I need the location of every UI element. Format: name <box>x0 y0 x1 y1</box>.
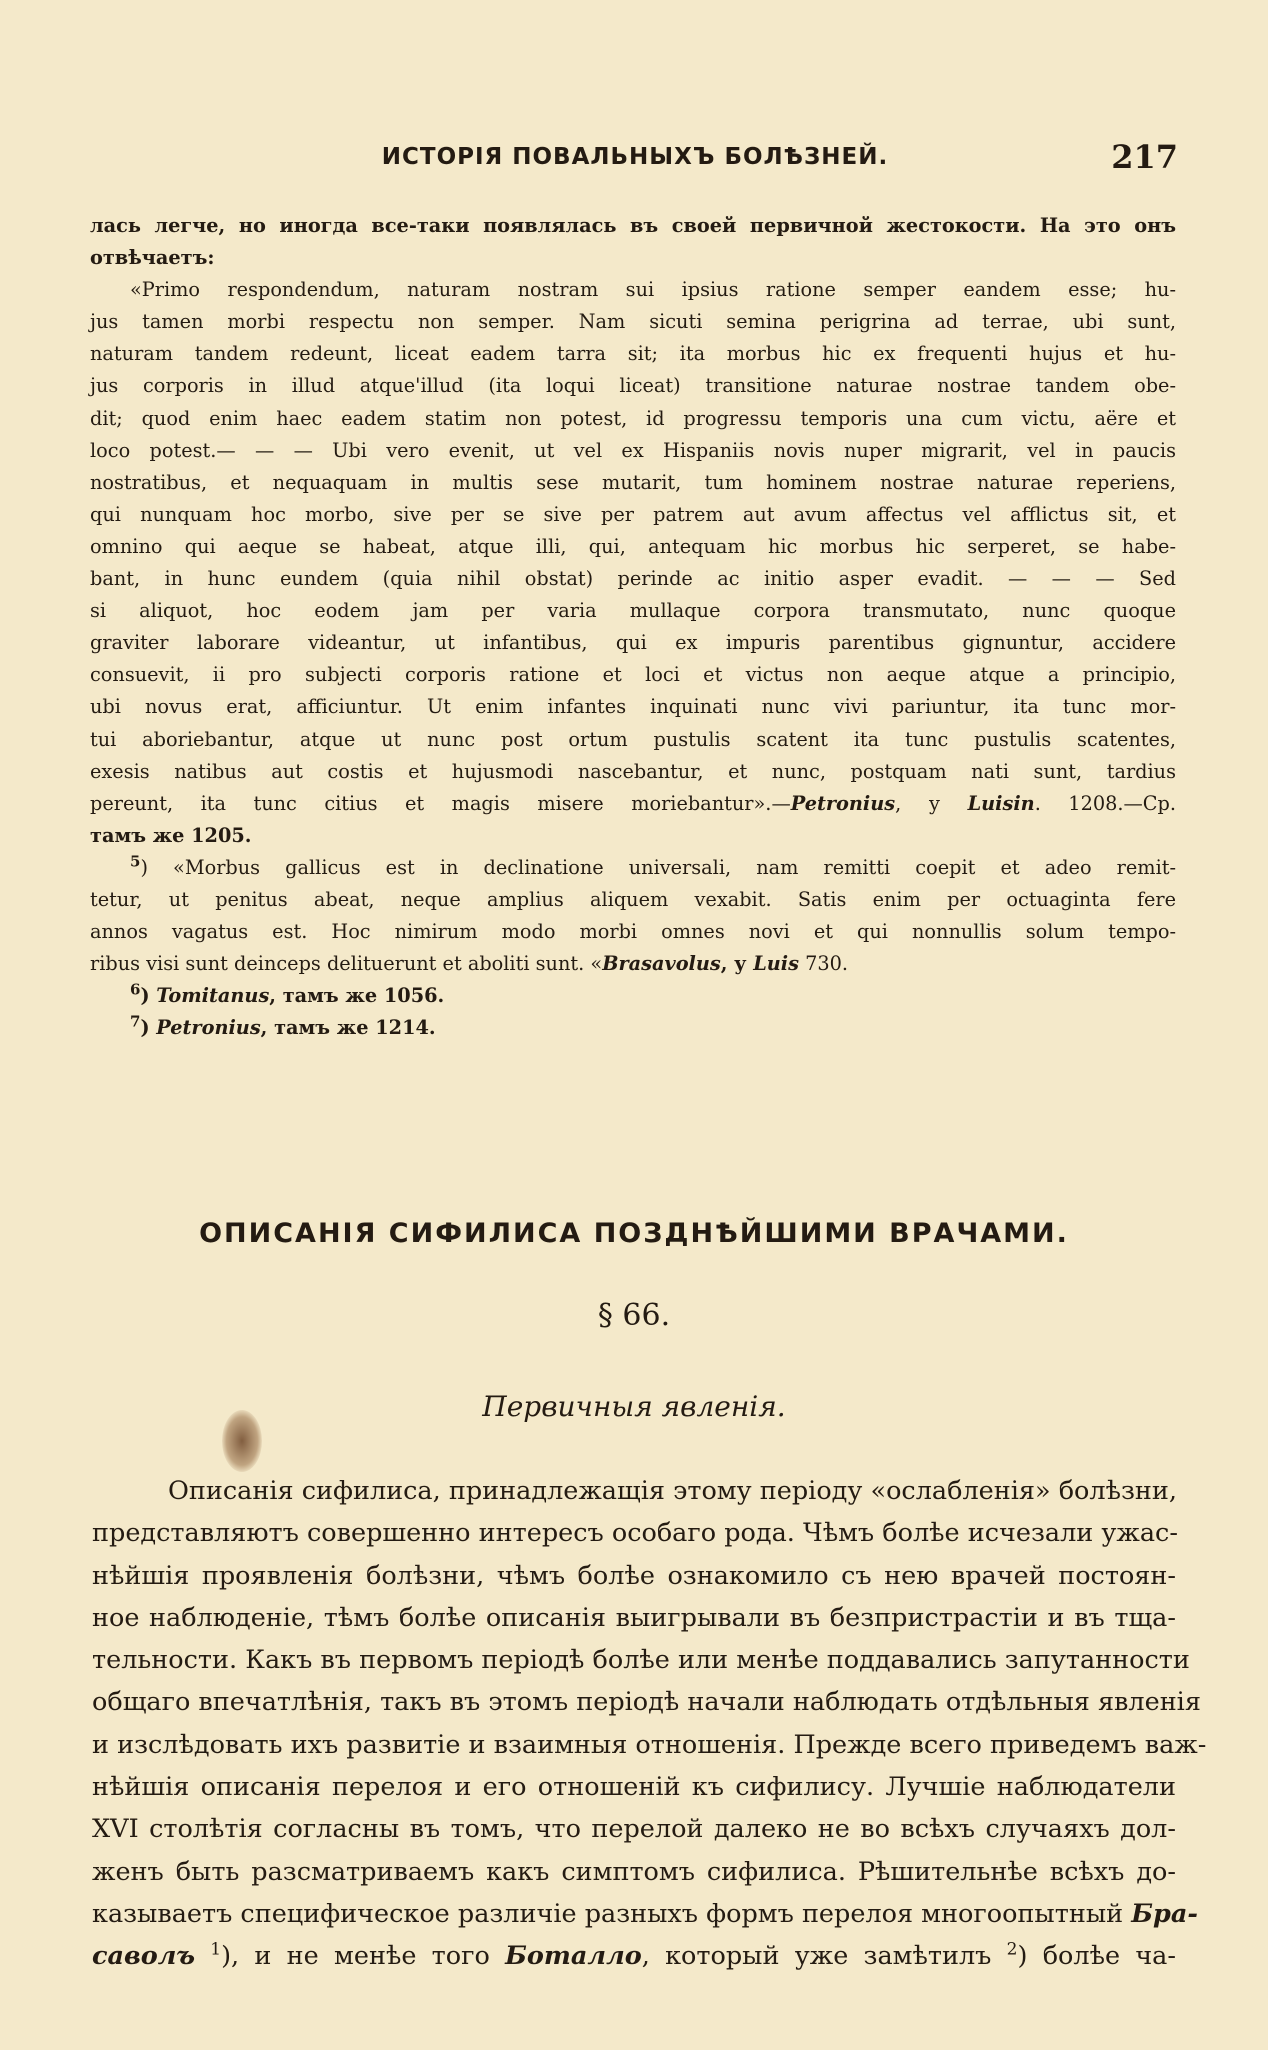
footnote-text: , у <box>720 952 754 976</box>
footnote-text: pereunt, ita tunc citius et magis misere moriebantur».— <box>90 791 791 815</box>
body-line <box>92 1935 1176 1977</box>
body-line: нѣйшія описанія перелоя и его отношеній къ сифилису. Лучшіе наблюдатели <box>92 1772 1176 1803</box>
footnote-ref: 2 <box>1006 1939 1018 1960</box>
body-line: представляютъ совершенно интересъ особаго рода. Чѣмъ болѣе исчезали ужас- <box>92 1518 1178 1549</box>
body-line: Описанія сифилиса, принадлежащія этому періоду «ослабленія» болѣзни, <box>168 1476 1177 1506</box>
footnote-line: bant, in hunc eundem (quia nihil obstat) perinde ac initio asper evadit. — — — Sed <box>90 567 1176 591</box>
footnote-text: . 1208.—Ср. <box>1034 791 1177 815</box>
footnote-line: ubi novus erat, afficiuntur. Ut enim infantes inquinati nunc vivi pariuntur, ita tunc mor- <box>90 695 1176 719</box>
cited-author: Brasavolus <box>602 952 721 976</box>
footnote-line: отвѣчаетъ: <box>90 246 215 270</box>
footnote-line-citation <box>90 788 1176 820</box>
footnote-text: 730. <box>799 952 849 976</box>
section-title: ОПИСАНІЯ СИФИЛИСА ПОЗДНѢЙШИМИ ВРАЧАМИ. <box>199 1218 1069 1249</box>
footnote-line: jus tamen morbi respectu non semper. Nam sicuti semina perigrina ad terrae, ubi sunt, <box>90 310 1176 334</box>
footnote-marker: 7 <box>130 1012 141 1031</box>
footnote-line: omnino qui aeque se habeat, atque illi, qui, antequam hic morbus hic serperet, se habe- <box>90 534 1176 558</box>
body-line: нѣйшія проявленія болѣзни, чѣмъ болѣе ознакомило съ нею врачей постоян- <box>92 1560 1176 1591</box>
footnotes-block <box>90 210 1176 1044</box>
section-number: § 66. <box>597 1298 671 1333</box>
cited-author: Petronius <box>156 1016 261 1040</box>
footnote-line: dit; quod enim haec eadem statim non potest, id progressu temporis una cum victu, aëre et <box>90 406 1176 430</box>
footnote-line: tetur, ut penitus abeat, neque amplius aliquem vexabit. Satis enim per octuaginta fere <box>90 887 1176 911</box>
footnote-marker: 5 <box>130 852 141 871</box>
footnote-line <box>90 948 1176 980</box>
footnote-line: «Primo respondendum, naturam nostram sui ipsius ratione semper eandem esse; hu- <box>130 278 1176 302</box>
footnote-text: , у <box>895 791 968 815</box>
footnote-text: ribus visi sunt deinceps delituerunt et aboliti sunt. « <box>90 952 603 976</box>
paper-stain <box>222 1410 262 1472</box>
body-text-run: ), и не менѣе того <box>221 1941 506 1972</box>
cited-source: Luisin <box>967 791 1035 815</box>
footnote-line: consuevit, ii pro subjecti corporis ratione et loci et victus non aeque atque a principio, <box>90 663 1176 687</box>
footnote-line: si aliquot, hoc eodem jam per varia mullaque corpora transmutato, nunc quoque <box>90 599 1176 623</box>
body-line <box>92 1893 1198 1935</box>
body-text-run: ) болѣе ча- <box>1017 1941 1176 1972</box>
person-name: Боталло <box>505 1941 642 1972</box>
body-line: ное наблюденіе, тѣмъ болѣе описанія выигрывали въ безпристрастіи и въ тща- <box>92 1602 1176 1633</box>
cited-author: Tomitanus <box>156 984 270 1008</box>
footnote-text: ) «Morbus gallicus est in declinatione universali, nam remitti coepit et adeo remit- <box>140 855 1176 879</box>
footnote-line: nostratibus, et nequaquam in multis sese mutarit, tum hominem nostrae naturae reperiens, <box>90 470 1176 494</box>
body-line: тельности. Какъ въ первомъ періодѣ болѣе или менѣе поддавались запутанности <box>92 1645 1190 1676</box>
body-line: женъ быть разсматриваемъ какъ симптомъ сифилиса. Рѣшительнѣе всѣхъ до- <box>92 1856 1176 1887</box>
footnote-line: tui aboriebantur, atque ut nunc post ortum pustulis scatent ita tunc pustulis scatentes, <box>90 727 1176 751</box>
footnote-line: exesis natibus aut costis et hujusmodi nascebantur, et nunc, postquam nati sunt, tardius <box>90 759 1176 783</box>
footnote-marker: 6 <box>130 980 141 999</box>
footnote-line: jus corporis in illud atque'illud (ita loqui liceat) transitione naturae nostrae tandem obe- <box>90 374 1176 398</box>
footnote-line: тамъ же 1205. <box>90 823 252 847</box>
footnote-line: qui nunquam hoc morbo, sive per se sive per patrem aut avum affectus vel afflictus sit, et <box>90 502 1176 526</box>
page-header <box>92 138 1178 178</box>
body-text-run: казываетъ специфическое различіе разныхъ формъ перелоя многоопытный <box>92 1898 1132 1929</box>
footnote-5 <box>90 852 1176 884</box>
cited-author: Petronius <box>790 791 896 815</box>
page-number: 217 <box>1111 138 1178 176</box>
cited-source: Luis <box>753 952 799 976</box>
footnote-6: $^6$) Tomitanus, тамъ же 1056. <box>130 980 445 1008</box>
footnote-line: graviter laborare videantur, ut infantibus, qui ex impuris parentibus gignuntur, accidere <box>90 631 1176 655</box>
body-line: общаго впечатлѣнія, такъ въ этомъ періодѣ начали наблюдать отдѣльныя явленія <box>92 1687 1201 1718</box>
footnote-text: , тамъ же 1214. <box>260 1016 436 1040</box>
footnote-line: лась легче, но иногда все-таки появлялась въ своей первичной жестокости. На это онъ <box>90 214 1176 237</box>
body-line: XVI столѣтія согласны въ томъ, что перелой далеко не во всѣхъ случаяхъ дол- <box>92 1814 1176 1845</box>
running-title: ИСТОРІЯ ПОВАЛЬНЫХЪ БОЛѢЗНЕЙ. <box>381 144 889 170</box>
body-text <box>92 1470 1207 1978</box>
body-text-run: , который уже замѣтилъ <box>641 1941 1007 1972</box>
footnote-line: naturam tandem redeunt, liceat eadem tarra sit; ita morbus hic ex frequenti hujus et hu- <box>90 342 1176 366</box>
person-name: Бра- <box>1131 1898 1198 1929</box>
footnote-text: , тамъ же 1056. <box>269 984 445 1008</box>
footnote-ref: 1 <box>210 1939 222 1960</box>
subsection-title: Первичныя явленія. <box>482 1390 786 1423</box>
footnote-7: $^7$) Petronius, тамъ же 1214. <box>130 1012 436 1040</box>
footnote-line: loco potest.— — — Ubi vero evenit, ut vel ex Hispaniis novis nuper migrarit, vel in paucis <box>90 438 1176 462</box>
footnote-line: annos vagatus est. Hoc nimirum modo morbi omnes novi et qui nonnullis solum tempo- <box>90 920 1176 944</box>
body-line: и изслѣдовать ихъ развитіе и взаимныя отношенія. Прежде всего приведемъ важ- <box>92 1729 1207 1760</box>
person-name: саволъ <box>92 1941 196 1972</box>
